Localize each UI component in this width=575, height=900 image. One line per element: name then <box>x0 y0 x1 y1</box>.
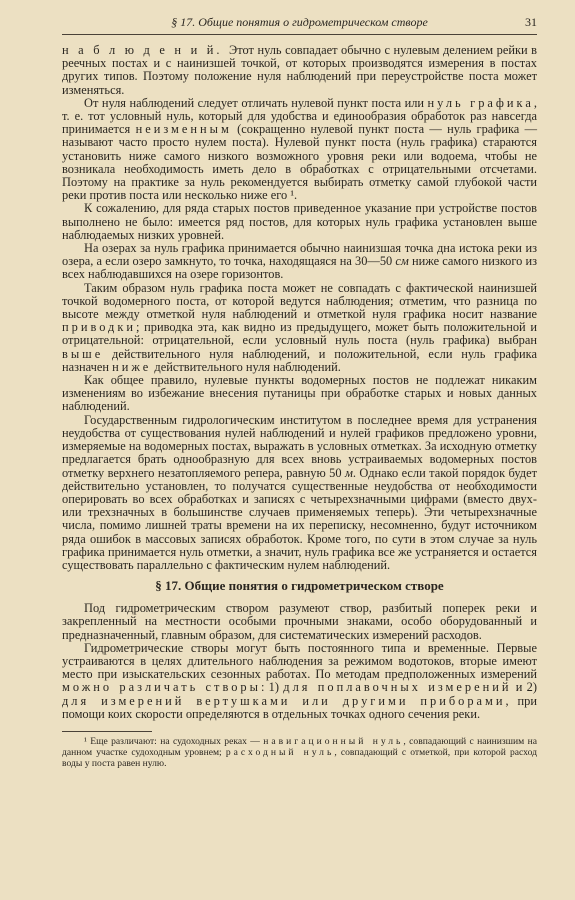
italic-unit-text: см <box>395 254 409 269</box>
text-run: : 1) <box>260 680 284 695</box>
text-run: , совпадающий с наинизшим на данном участке судоходным уровнем; <box>62 735 537 758</box>
paragraph <box>62 202 537 242</box>
text-run: , т. е. тот условный нуль, который для удобства и единообразия обработок раз навсегда принимается <box>62 95 537 137</box>
spaced-emphasis-text: приводки <box>62 320 137 335</box>
footnote-rule <box>62 731 152 732</box>
spaced-emphasis-text: можно различать створы <box>62 680 261 695</box>
paragraph <box>62 242 537 282</box>
text-run: и 2) <box>511 680 537 695</box>
text-run: . Однако если такой порядок будет действительно установлен, то получатся существенные неудобства от необходимости оперировать во всех обработках и записях с четырехзначными цифрами (вместо двух- или трехзначных в большинстве случаев применяемых теперь). Эти четырехзначные числа, помимо лишней траты времени на их переписку, несомненно, будут источником ряда ошибок в массовых записях обработок. Кроме того, по сути в этом случае за нуль графика принимается нуль отметки, а значит, нуль графика все же устраняется и остается существовать параллельно с фактическим нулем наблюдений. <box>62 465 537 572</box>
text-run: , совпадающий с отметкой, при которой расход воды у поста равен нулю. <box>62 746 537 769</box>
spaced-emphasis-text: ниже <box>112 359 152 374</box>
text-run: (сокращенно нулевой пункт поста — нуль графика — называют часто просто нулем поста). Нулевой пункт поста (нуль графика) стараются установить ниже самого низкого возможного уровня реки или водоема, чтобы не возникала необходимость иметь дело в обработках с отрицательными отсчетами. Поэтому на практике за нуль рекомендуется выбирать отметку самой глубокой части реки против поста или несколько ниже его ¹. <box>62 122 537 203</box>
paragraph <box>62 602 537 642</box>
paragraph <box>62 97 537 203</box>
page-body <box>62 44 537 769</box>
text-block-2 <box>62 602 537 721</box>
section-heading: § 17. Общие понятия о гидрометрическом створе <box>155 578 444 594</box>
header-title: § 17. Общие понятия о гидрометрическом створе <box>171 15 428 29</box>
text-run: Под гидрометрическим створом разумеют створ, разбитый поперек реки и закрепленный на местности особыми прочными знаками, особо оборудованный и предназначенный, главным образом, для систематических измерений расходов. <box>62 601 537 642</box>
header-title-text: 17. Общие понятия о гидрометрическом створе <box>180 15 428 29</box>
text-run: Гидрометрические створы могут быть постоянного типа и временные. Первые устраиваются в целях длительного наблюдения за режимом водотоков, вторые имеют место при изыскательских сезонных работах. По методам предположенных измерений <box>62 640 537 682</box>
text-block-1 <box>62 44 537 572</box>
text-run: На озерах за нуль графика принимается обычно наинизшая точка дна истока реки из озера, а если озеро замкнуто, то точка, находящаяся на 30—50 <box>62 241 537 269</box>
spaced-emphasis-text: выше <box>62 346 104 361</box>
text-run: действительного нуля наблюдений, и положительной, если нуль графика назначен <box>62 346 537 374</box>
text-run: ниже самого низкого из всех наблюдавшихся на озере горизонтов. <box>62 254 537 282</box>
spaced-emphasis-text: расходный нуль <box>225 746 335 758</box>
page-number: 31 <box>525 15 537 29</box>
text-run: действительного нуля наблюдений. <box>151 359 341 374</box>
paragraph <box>62 414 537 572</box>
text-run: К сожалению, для ряда старых постов приведенное указание при устройстве постов выполнено не было: имеется ряд постов, для которых нуль графика установлен выше наблюдаемых низких уровней. <box>62 201 537 242</box>
text-run: , при помощи коих скорости определяются в отдельных точках одного сечения реки. <box>62 693 538 721</box>
spaced-emphasis-text: для поплавочных измерений <box>283 680 512 695</box>
text-run: Как общее правило, нулевые пункты водомерных постов не подлежат никаким изменениям во избежание внесения путаницы при обработке старых и новых данных наблюдений. <box>62 373 537 414</box>
text-run: ; приводка эта, как видно из предыдущего, может быть положительной и отрицательной: отрицательной, если условный нуль поста (нуль графика) выбран <box>62 320 537 348</box>
spaced-emphasis-text: нуль графика <box>427 95 534 110</box>
running-header <box>62 12 537 35</box>
spaced-emphasis-text: для измерений вертушками или другими приборами <box>62 693 506 708</box>
text-run: ¹ Еще различают: на судоходных реках — <box>84 735 264 747</box>
spaced-emphasis-text: неизменным <box>135 122 232 137</box>
italic-unit-text: м <box>344 465 353 480</box>
paragraph <box>62 282 537 374</box>
text-run: От нуля наблюдений следует отличать нулевой пункт поста или <box>84 95 428 110</box>
footnote <box>62 736 537 769</box>
spaced-emphasis-text: н а б л ю д е н и й. <box>62 43 230 57</box>
text-run: Государственным гидрологическим институтом в последнее время для устранения неудобства от существования нулей наблюдений и нулей графиков предложено уровни, измеряемые на водомерных постах, выражать в условных отметках. За исходную отметку предлагается брать однообразную для всех вновь устраиваемых водомерных постов отметку верхнего незатопляемого репера, равную 50 <box>62 412 537 480</box>
paragraph <box>62 44 537 97</box>
text-run: Этот нуль совпадает обычно с нулевым делением рейки в реечных постах и с наинизшей точкой, от которых производятся измерения в постах других типов. Поэтому положение нуля наблюдений при переустройстве поста может изменяться. <box>62 43 537 97</box>
paragraph <box>62 374 537 414</box>
paragraph <box>62 642 537 721</box>
spaced-emphasis-text: навигационный нуль <box>263 735 404 747</box>
text-run: Таким образом нуль графика поста может не совпадать с фактической наинизшей точкой водомерного поста, от которой ведутся наблюдения; отметим, что разница по высоте между отметкой нуля наблюдений и отметкой нуля графика носит название <box>62 280 537 322</box>
